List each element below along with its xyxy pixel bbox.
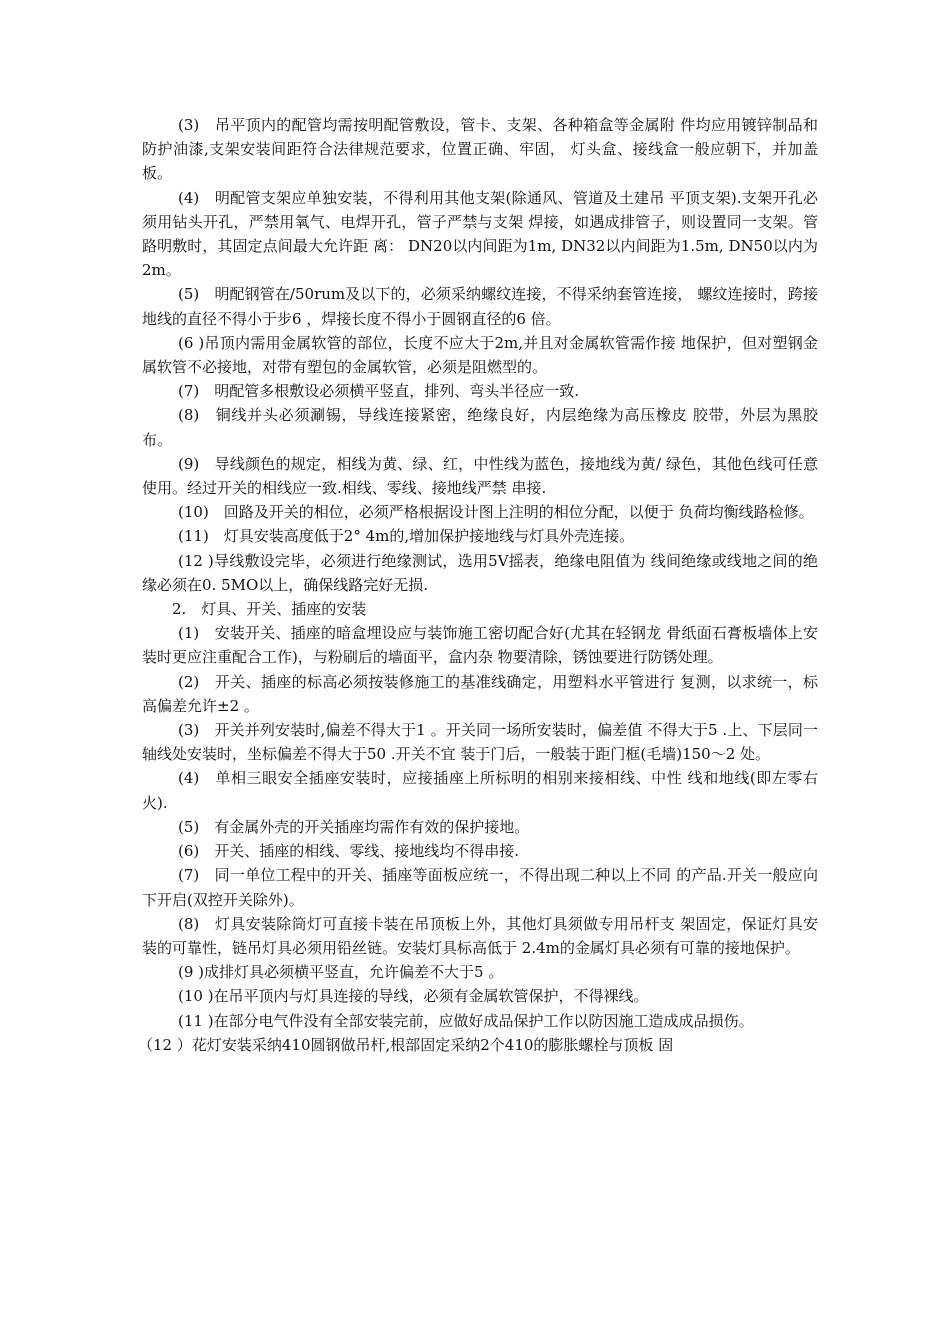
paragraph-9-wire-colors: (9) 导线颜色的规定，相线为黄、绿、红，中性线为蓝色，接地线为黄/ 绿色，其他色线可任意使用。经过开关的相线应一致.相线、零线、接地线严禁 串接. — [142, 454, 818, 498]
paragraph-12-chandelier: （12 ）花灯安装采纳410圆钢做吊杆,根部固定采纳2个410的膨胀螺栓与顶板 固 — [138, 1035, 674, 1054]
paragraph-4-socket: (4) 单相三眼安全插座安装时，应接插座上所标明的相别来接相线、中性 线和地线(即左零右火). — [142, 769, 818, 812]
paragraph-11-protection: (11 )在部分电气件没有全部安装完前，应做好成品保护工作以防因施工造成成品损伤。 — [178, 1011, 754, 1030]
paragraph-3-ceiling-conduit: (3) 吊平顶内的配管均需按明配管敷设，管卡、支架、各种箱盒等金属附 件均应用镀锌制品和防护油漆,支架安装间距符合法律规范要求，位置正确、牢固， 灯头盒、接线盒一般应朝下，并加盖板。 — [142, 116, 818, 183]
paragraph-12-insulation-test: (12 )导线敷设完毕，必须进行绝缘测试，选用5V摇表，绝缘电阻值为 线间绝缘或线地之间的绝缘必须在0. 5MO以上，确保线路完好无损. — [142, 551, 818, 594]
paragraph-10-phase: (10) 回路及开关的相位，必须严格根据设计图上注明的相位分配，以便于 负荷均衡线路检修。 — [178, 503, 814, 522]
paragraph-5-grounding: (5) 有金属外壳的开关插座均需作有效的保护接地。 — [178, 817, 530, 836]
paragraph-7-panels: (7) 同一单位工程中的开关、插座等面板应统一，不得出现二种以上不同 的产品.开关一般应向下开启(双控开关除外)。 — [142, 866, 818, 909]
body-text — [138, 113, 818, 1057]
paragraph-7-multiple-conduits: (7) 明配管多根敷设必须横平竖直，排列、弯头半径应一致. — [178, 382, 580, 401]
paragraph-11-lamp-height: (11) 灯具安装高度低于2° 4m的,增加保护接地线与灯具外壳连接。 — [178, 527, 635, 546]
paragraph-4-support-brackets: (4) 明配管支架应单独安装，不得利用其他支架(除通风、管道及土建吊 平顶支架).支架开孔必须用钻头开孔，严禁用氧气、电焊开孔，管子严禁与支架 焊接，如遇成排管子，则设置同一支架。管路明敷时，其固定点间最大允许距 离： DN20以内间距为1m, DN32以内间距为1.5m, DN50以内为2m。 — [142, 188, 818, 280]
paragraph-6-flexible-conduit: (6 )吊顶内需用金属软管的部位，长度不应大于2m,并且对金属软管需作接 地保护，但对塑钢金属软管不必接地，对带有塑包的金属软管，必须是阻燃型的。 — [142, 333, 818, 377]
paragraph-8-wire-joints: (8) 铜线并头必须涮锡，导线连接紧密，绝缘良好，内层绝缘为高压橡皮 胶带，外层为黑胶布。 — [142, 406, 818, 449]
paragraph-9-rows: (9 )成排灯具必须横平竖直，允许偏差不大于5 。 — [178, 963, 504, 982]
paragraph-3-switch-install: (3) 开关并列安装时,偏差不得大于1 。开关同一场所安装时，偏差值 不得大于5 .上、下层同一轴线处安装时，坐标偏差不得大于50 .开关不宜 装于门后，一般装于距门框(毛墙)150〜2 处。 — [142, 721, 818, 764]
paragraph-2-elevation: (2) 开关、插座的标高必须按装修施工的基准线确定，用塑料水平管进行 复测，以求统一，标高偏差允许±2 。 — [142, 672, 818, 715]
paragraph-1-boxes: (1) 安装开关、插座的暗盒埋设应与装饰施工密切配合好(尤其在轻钢龙 骨纸面石膏板墙体上安装时更应注重配合工作)，与粉刷后的墙面平，盒内杂 物要清除，锈蚀要进行防锈处理。 — [142, 624, 818, 667]
paragraph-10-wires: (10 )在吊平顶内与灯具连接的导线，必须有金属软管保护，不得裸线。 — [178, 987, 649, 1006]
paragraph-5-threaded-connection: (5) 明配钢管在/50rum及以下的，必须采纳螺纹连接，不得采纳套管连接， 螺纹连接时，跨接地线的直径不得小于步6 ，焊接长度不得小于圆钢直径的6 倍。 — [142, 285, 818, 328]
paragraph-6-no-series: (6) 开关、插座的相线、零线、接地线均不得串接. — [178, 842, 520, 861]
paragraph-8-lamp-install: (8) 灯具安装除筒灯可直接卡装在吊顶板上外，其他灯具须做专用吊杆支 架固定，保证灯具安装的可靠性，链吊灯具必须用铅丝链。安装灯具标高低于 2.4m的金属灯具必须有可靠的接地保护。 — [142, 914, 818, 957]
section-heading: 2. 灯具、开关、插座的安装 — [172, 600, 367, 619]
